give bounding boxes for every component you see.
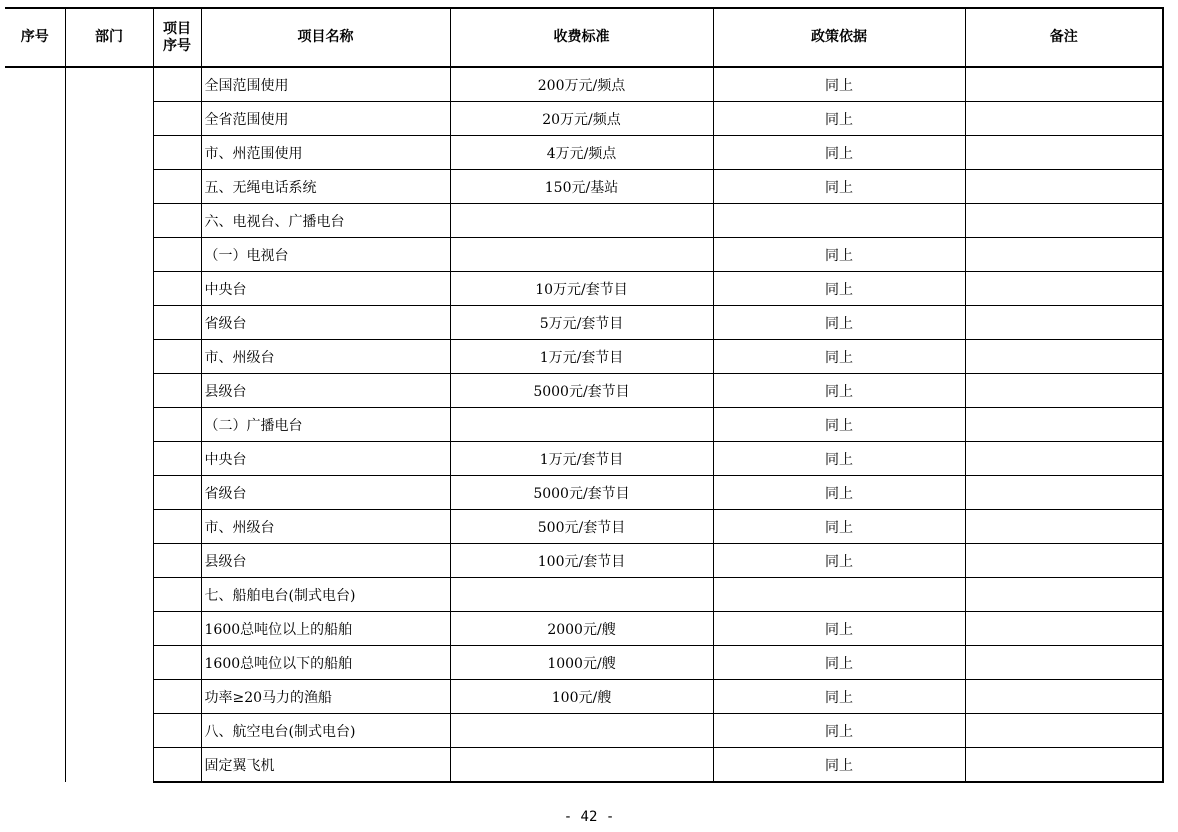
fee-cell: 1万元/套节目 [450, 442, 713, 476]
item-seq-cell [153, 374, 201, 408]
item-name-cell: 市、州范围使用 [201, 136, 450, 170]
dept-cell [65, 748, 153, 783]
remark-cell [965, 680, 1163, 714]
remark-cell [965, 67, 1163, 102]
item-seq-cell [153, 102, 201, 136]
item-name-cell: 功率≥20马力的渔船 [201, 680, 450, 714]
header-dept: 部门 [65, 8, 153, 67]
fee-cell: 200万元/频点 [450, 67, 713, 102]
basis-cell: 同上 [713, 102, 965, 136]
remark-cell [965, 714, 1163, 748]
header-item-seq-line1: 项目 [163, 20, 191, 37]
basis-cell: 同上 [713, 544, 965, 578]
dept-cell [65, 476, 153, 510]
table-row [5, 578, 1163, 612]
header-remark: 备注 [965, 8, 1163, 67]
page-number: - 42 - [563, 809, 615, 825]
dept-cell [65, 136, 153, 170]
item-name-cell: 县级台 [201, 544, 450, 578]
fee-cell [450, 748, 713, 783]
item-seq-cell [153, 646, 201, 680]
fee-cell: 2000元/艘 [450, 612, 713, 646]
item-seq-cell [153, 67, 201, 102]
remark-cell [965, 102, 1163, 136]
table-row [5, 374, 1163, 408]
remark-cell [965, 646, 1163, 680]
fee-cell: 100元/艘 [450, 680, 713, 714]
remark-cell [965, 340, 1163, 374]
basis-cell: 同上 [713, 306, 965, 340]
item-seq-cell [153, 578, 201, 612]
item-name-cell: 五、无绳电话系统 [201, 170, 450, 204]
table-row [5, 272, 1163, 306]
item-seq-cell [153, 408, 201, 442]
seq-cell [5, 578, 65, 612]
table-row [5, 204, 1163, 238]
seq-cell [5, 646, 65, 680]
remark-cell [965, 204, 1163, 238]
fee-cell: 20万元/频点 [450, 102, 713, 136]
item-name-cell: 全省范围使用 [201, 102, 450, 136]
item-name-cell: 六、电视台、广播电台 [201, 204, 450, 238]
remark-cell [965, 238, 1163, 272]
seq-cell [5, 612, 65, 646]
basis-cell: 同上 [713, 510, 965, 544]
basis-cell: 同上 [713, 136, 965, 170]
item-seq-cell [153, 442, 201, 476]
header-basis: 政策依据 [713, 8, 965, 67]
basis-cell [713, 204, 965, 238]
fee-cell: 500元/套节目 [450, 510, 713, 544]
seq-cell [5, 374, 65, 408]
basis-cell: 同上 [713, 340, 965, 374]
fee-cell: 1000元/艘 [450, 646, 713, 680]
item-seq-cell [153, 544, 201, 578]
seq-cell [5, 306, 65, 340]
item-seq-cell [153, 272, 201, 306]
header-item-seq-line2: 序号 [163, 37, 191, 54]
seq-cell [5, 408, 65, 442]
item-name-cell: 七、船舶电台(制式电台) [201, 578, 450, 612]
fee-table [5, 7, 1164, 783]
basis-cell: 同上 [713, 612, 965, 646]
dept-cell [65, 544, 153, 578]
item-name-cell: 八、航空电台(制式电台) [201, 714, 450, 748]
dept-cell [65, 204, 153, 238]
seq-cell [5, 170, 65, 204]
basis-cell: 同上 [713, 408, 965, 442]
item-seq-cell [153, 612, 201, 646]
remark-cell [965, 442, 1163, 476]
seq-cell [5, 748, 65, 783]
dept-cell [65, 374, 153, 408]
table-row [5, 102, 1163, 136]
item-seq-cell [153, 204, 201, 238]
dept-cell [65, 272, 153, 306]
table-row [5, 340, 1163, 374]
remark-cell [965, 544, 1163, 578]
basis-cell: 同上 [713, 238, 965, 272]
item-name-cell: 1600总吨位以下的船舶 [201, 646, 450, 680]
remark-cell [965, 476, 1163, 510]
item-name-cell: 省级台 [201, 306, 450, 340]
dept-cell [65, 714, 153, 748]
table-row [5, 136, 1163, 170]
seq-cell [5, 204, 65, 238]
basis-cell: 同上 [713, 272, 965, 306]
header-item-seq [153, 8, 201, 67]
seq-cell [5, 442, 65, 476]
fee-cell: 5000元/套节目 [450, 476, 713, 510]
item-seq-cell [153, 510, 201, 544]
item-seq-cell [153, 170, 201, 204]
dept-cell [65, 67, 153, 102]
fee-cell: 5000元/套节目 [450, 374, 713, 408]
basis-cell: 同上 [713, 748, 965, 783]
basis-cell: 同上 [713, 680, 965, 714]
remark-cell [965, 612, 1163, 646]
item-name-cell: 市、州级台 [201, 340, 450, 374]
seq-cell [5, 680, 65, 714]
remark-cell [965, 408, 1163, 442]
fee-cell: 150元/基站 [450, 170, 713, 204]
basis-cell: 同上 [713, 646, 965, 680]
header-seq: 序号 [5, 8, 65, 67]
header-fee: 收费标准 [450, 8, 713, 67]
fee-cell [450, 578, 713, 612]
fee-cell [450, 714, 713, 748]
dept-cell [65, 238, 153, 272]
table-row [5, 408, 1163, 442]
fee-cell: 100元/套节目 [450, 544, 713, 578]
item-name-cell: 中央台 [201, 272, 450, 306]
table-body [5, 67, 1163, 782]
item-seq-cell [153, 748, 201, 783]
table-row [5, 238, 1163, 272]
dept-cell [65, 170, 153, 204]
basis-cell: 同上 [713, 714, 965, 748]
fee-cell: 1万元/套节目 [450, 340, 713, 374]
item-seq-cell [153, 476, 201, 510]
table-row [5, 714, 1163, 748]
seq-cell [5, 272, 65, 306]
dept-cell [65, 646, 153, 680]
item-name-cell: 固定翼飞机 [201, 748, 450, 783]
remark-cell [965, 136, 1163, 170]
table-row [5, 544, 1163, 578]
item-name-cell: 县级台 [201, 374, 450, 408]
seq-cell [5, 340, 65, 374]
table-row [5, 170, 1163, 204]
basis-cell: 同上 [713, 374, 965, 408]
table-row [5, 442, 1163, 476]
seq-cell [5, 714, 65, 748]
item-name-cell: 1600总吨位以上的船舶 [201, 612, 450, 646]
remark-cell [965, 170, 1163, 204]
dept-cell [65, 612, 153, 646]
seq-cell [5, 136, 65, 170]
seq-cell [5, 67, 65, 102]
item-name-cell: 市、州级台 [201, 510, 450, 544]
table-row [5, 476, 1163, 510]
remark-cell [965, 748, 1163, 783]
dept-cell [65, 408, 153, 442]
dept-cell [65, 340, 153, 374]
table-row [5, 748, 1163, 783]
basis-cell: 同上 [713, 476, 965, 510]
table-row [5, 612, 1163, 646]
fee-cell [450, 204, 713, 238]
item-seq-cell [153, 680, 201, 714]
item-name-cell: 中央台 [201, 442, 450, 476]
item-name-cell: 全国范围使用 [201, 67, 450, 102]
fee-cell: 5万元/套节目 [450, 306, 713, 340]
item-name-cell: （一）电视台 [201, 238, 450, 272]
seq-cell [5, 510, 65, 544]
table-row [5, 67, 1163, 102]
basis-cell: 同上 [713, 170, 965, 204]
seq-cell [5, 476, 65, 510]
dept-cell [65, 680, 153, 714]
dept-cell [65, 578, 153, 612]
fee-cell: 4万元/频点 [450, 136, 713, 170]
item-name-cell: （二）广播电台 [201, 408, 450, 442]
remark-cell [965, 578, 1163, 612]
remark-cell [965, 510, 1163, 544]
remark-cell [965, 306, 1163, 340]
table-row [5, 306, 1163, 340]
fee-cell [450, 238, 713, 272]
basis-cell: 同上 [713, 67, 965, 102]
dept-cell [65, 306, 153, 340]
item-seq-cell [153, 306, 201, 340]
dept-cell [65, 102, 153, 136]
seq-cell [5, 238, 65, 272]
basis-cell: 同上 [713, 442, 965, 476]
table-row [5, 680, 1163, 714]
item-seq-cell [153, 238, 201, 272]
table-header-row [5, 8, 1163, 67]
item-seq-cell [153, 136, 201, 170]
table-row [5, 646, 1163, 680]
fee-cell: 10万元/套节目 [450, 272, 713, 306]
dept-cell [65, 442, 153, 476]
seq-cell [5, 544, 65, 578]
remark-cell [965, 374, 1163, 408]
seq-cell [5, 102, 65, 136]
remark-cell [965, 272, 1163, 306]
table-row [5, 510, 1163, 544]
item-seq-cell [153, 714, 201, 748]
item-seq-cell [153, 340, 201, 374]
dept-cell [65, 510, 153, 544]
basis-cell [713, 578, 965, 612]
header-name: 项目名称 [201, 8, 450, 67]
item-name-cell: 省级台 [201, 476, 450, 510]
fee-cell [450, 408, 713, 442]
